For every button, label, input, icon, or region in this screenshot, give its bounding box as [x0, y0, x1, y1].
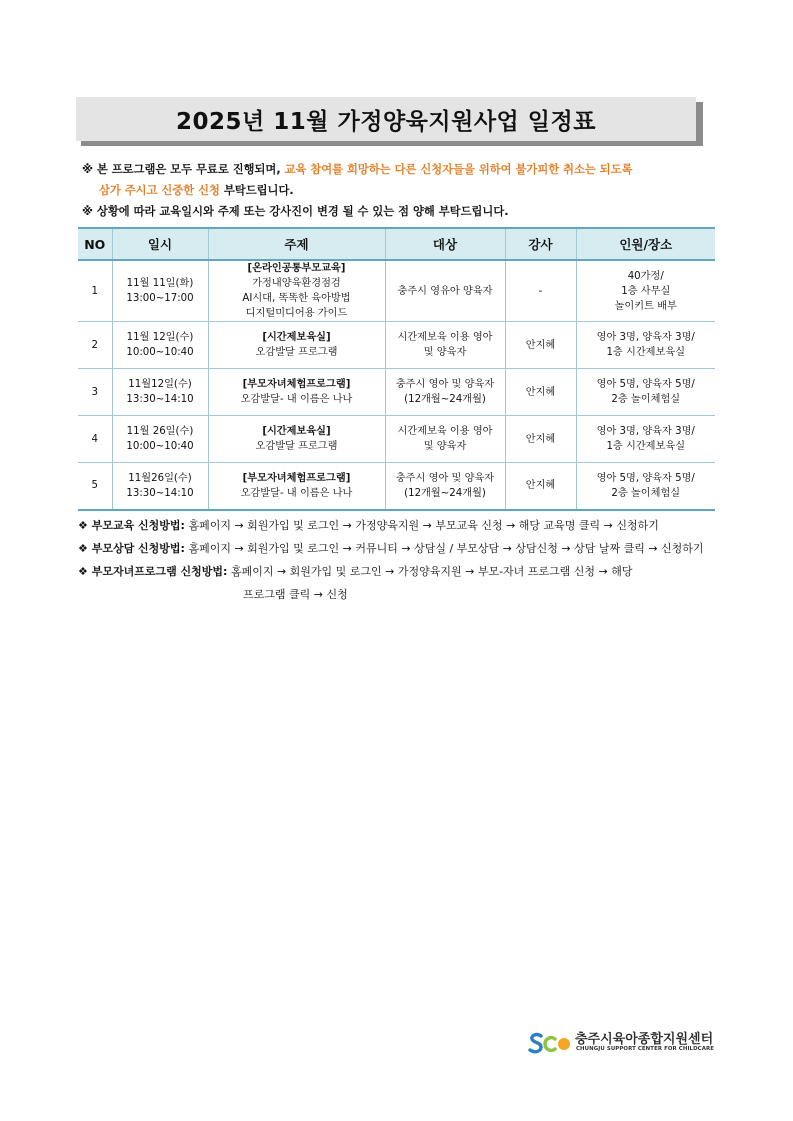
- cell-target: [385, 260, 505, 322]
- cell-capacity: [576, 369, 715, 416]
- notice-section: [82, 159, 722, 222]
- cell-topic: [208, 322, 385, 369]
- time-text: 13:00~17:00: [126, 293, 194, 304]
- method-steps: 홈페이지 → 회원가입 및 로그인 → 가정양육지원 → 부모교육 신청 → 해당 교육명 클릭 → 신청하기: [188, 519, 659, 532]
- notice-suffix: 부탁드립니다.: [223, 184, 294, 197]
- capacity-line: 2층 놀이체험실: [611, 487, 681, 499]
- cell-capacity: [576, 322, 715, 369]
- topic-line: 오감발달- 내 이름은 나나: [240, 487, 353, 499]
- cell-capacity: [576, 463, 715, 510]
- topic-title: [온라인공통부모교육]: [247, 263, 346, 274]
- capacity-line: 40가정/: [627, 270, 664, 282]
- cell-instructor: 안지혜: [505, 322, 576, 369]
- cell-datetime: [112, 463, 208, 510]
- cell-instructor: 안지혜: [505, 369, 576, 416]
- header-capacity: 인원/장소: [576, 228, 715, 260]
- target-line: 및 양육자: [423, 441, 467, 452]
- cell-no: 4: [78, 416, 112, 463]
- method-label: ❖ 부모자녀프로그램 신청방법:: [78, 565, 228, 578]
- method-continuation: 프로그램 클릭 → 신청: [243, 588, 348, 601]
- cell-topic: [208, 260, 385, 322]
- cell-no: 3: [78, 369, 112, 416]
- notice-prefix: ※ 본 프로그램은 모두 무료로 진행되며,: [82, 163, 281, 176]
- cell-target: [385, 416, 505, 463]
- target-line: 충주시 영유아 양육자: [397, 285, 493, 297]
- cell-capacity: [576, 416, 715, 463]
- topic-line: 오감발달 프로그램: [255, 347, 338, 358]
- cell-datetime: [112, 416, 208, 463]
- cell-datetime: [112, 369, 208, 416]
- target-line: 및 양육자: [423, 347, 467, 358]
- cell-target: [385, 463, 505, 510]
- date-text: 11월 26일(수): [126, 426, 194, 437]
- cell-datetime: [112, 322, 208, 369]
- table-header-row: [78, 228, 715, 260]
- target-line: (12개월~24개월): [404, 394, 486, 405]
- target-line: 충주시 영아 및 양육자: [395, 379, 495, 390]
- cell-topic: [208, 416, 385, 463]
- method-steps: 홈페이지 → 회원가입 및 로그인 → 커뮤니티 → 상담실 / 부모상담 → 상담신청 → 상담 날짜 클릭 → 신청하기: [188, 542, 704, 555]
- notice-highlight-cont: 삼가 주시고 신중한 신청: [99, 184, 220, 197]
- cell-no: 1: [78, 260, 112, 322]
- target-line: 충주시 영아 및 양육자: [395, 472, 495, 484]
- capacity-line: 1층 사무실: [621, 285, 671, 297]
- notice-line-2: [82, 180, 722, 201]
- header-instructor: 강사: [505, 228, 576, 260]
- date-text: 11월 12일(수): [126, 332, 194, 343]
- header-datetime: 일시: [112, 228, 208, 260]
- cell-topic: [208, 463, 385, 510]
- topic-line: 오감발달 프로그램: [255, 441, 338, 452]
- topic-title: [부모자녀체험프로그램]: [242, 472, 351, 484]
- application-methods: [78, 514, 728, 606]
- cell-no: 5: [78, 463, 112, 510]
- table-row: [78, 463, 715, 510]
- schedule-body: [78, 260, 715, 510]
- date-text: 11월 11일(화): [126, 278, 194, 289]
- method-steps: 홈페이지 → 회원가입 및 로그인 → 가정양육지원 → 부모-자녀 프로그램 신청 → 해당: [230, 565, 633, 578]
- topic-title: [부모자녀체험프로그램]: [242, 379, 351, 390]
- page-title: 2025년 11월 가정양육지원사업 일정표: [76, 97, 696, 141]
- cell-datetime: [112, 260, 208, 322]
- capacity-line: 영아 5명, 양육자 5명/: [596, 379, 695, 390]
- center-name: 충주시육아종합지원센터: [575, 1032, 714, 1047]
- title-block: [76, 97, 698, 147]
- topic-title: [시간제보육실]: [262, 332, 331, 343]
- method-line: [78, 537, 728, 560]
- topic-line: 오감발달- 내 이름은 나나: [240, 394, 353, 405]
- capacity-line: 영아 3명, 양육자 3명/: [596, 332, 695, 343]
- capacity-line: 1층 시간제보육실: [606, 347, 686, 358]
- method-label: ❖ 부모교육 신청방법:: [78, 519, 185, 532]
- cell-instructor: 안지혜: [505, 416, 576, 463]
- cell-instructor: -: [505, 260, 576, 322]
- capacity-line: 2층 놀이체험실: [611, 394, 681, 405]
- cell-instructor: 안지혜: [505, 463, 576, 510]
- table-row: [78, 416, 715, 463]
- time-text: 10:00~10:40: [126, 347, 194, 358]
- header-topic: 주제: [208, 228, 385, 260]
- topic-line: 가정내양육환경점검: [252, 278, 341, 289]
- cell-topic: [208, 369, 385, 416]
- target-line: (12개월~24개월): [404, 487, 486, 499]
- center-logo-mark: [528, 1030, 572, 1056]
- center-english-name: CHUNGJU SUPPORT CENTER FOR CHILDCARE: [576, 1046, 715, 1052]
- cell-target: [385, 369, 505, 416]
- time-text: 13:30~14:10: [126, 394, 194, 405]
- topic-line: AI시대, 똑똑한 육아방법: [242, 293, 351, 304]
- table-row: [78, 322, 715, 369]
- capacity-line: 놀이키트 배부: [614, 300, 677, 312]
- table-row: [78, 260, 715, 322]
- cell-no: 2: [78, 322, 112, 369]
- topic-line: 디지털미디어용 가이드: [245, 308, 348, 319]
- method-line: [78, 514, 728, 537]
- notice-line-1: [82, 159, 722, 180]
- target-line: 시간제보육 이용 영아: [397, 332, 493, 343]
- header-target: 대상: [385, 228, 505, 260]
- table-row: [78, 369, 715, 416]
- date-text: 11월26일(수): [128, 472, 192, 484]
- target-line: 시간제보육 이용 영아: [397, 426, 493, 437]
- topic-title: [시간제보육실]: [262, 426, 331, 437]
- method-line: [78, 560, 728, 583]
- notice-highlight: 교육 참여를 희망하는 다른 신청자들을 위하여 불가피한 취소는 되도록: [284, 163, 633, 176]
- capacity-line: 영아 5명, 양육자 5명/: [596, 472, 695, 484]
- capacity-line: 영아 3명, 양육자 3명/: [596, 426, 695, 437]
- header-no: NO: [78, 228, 112, 260]
- time-text: 10:00~10:40: [126, 441, 194, 452]
- capacity-line: 1층 시간제보육실: [606, 441, 686, 452]
- schedule-table: [78, 227, 715, 511]
- date-text: 11월12일(수): [128, 379, 192, 390]
- cell-capacity: [576, 260, 715, 322]
- notice-line-3: ※ 상황에 따라 교육일시와 주제 또는 강사진이 변경 될 수 있는 점 양해 부탁드립니다.: [82, 205, 509, 218]
- cell-target: [385, 322, 505, 369]
- method-label: ❖ 부모상담 신청방법:: [78, 542, 185, 555]
- center-logo: [528, 1028, 728, 1058]
- time-text: 13:30~14:10: [126, 487, 194, 499]
